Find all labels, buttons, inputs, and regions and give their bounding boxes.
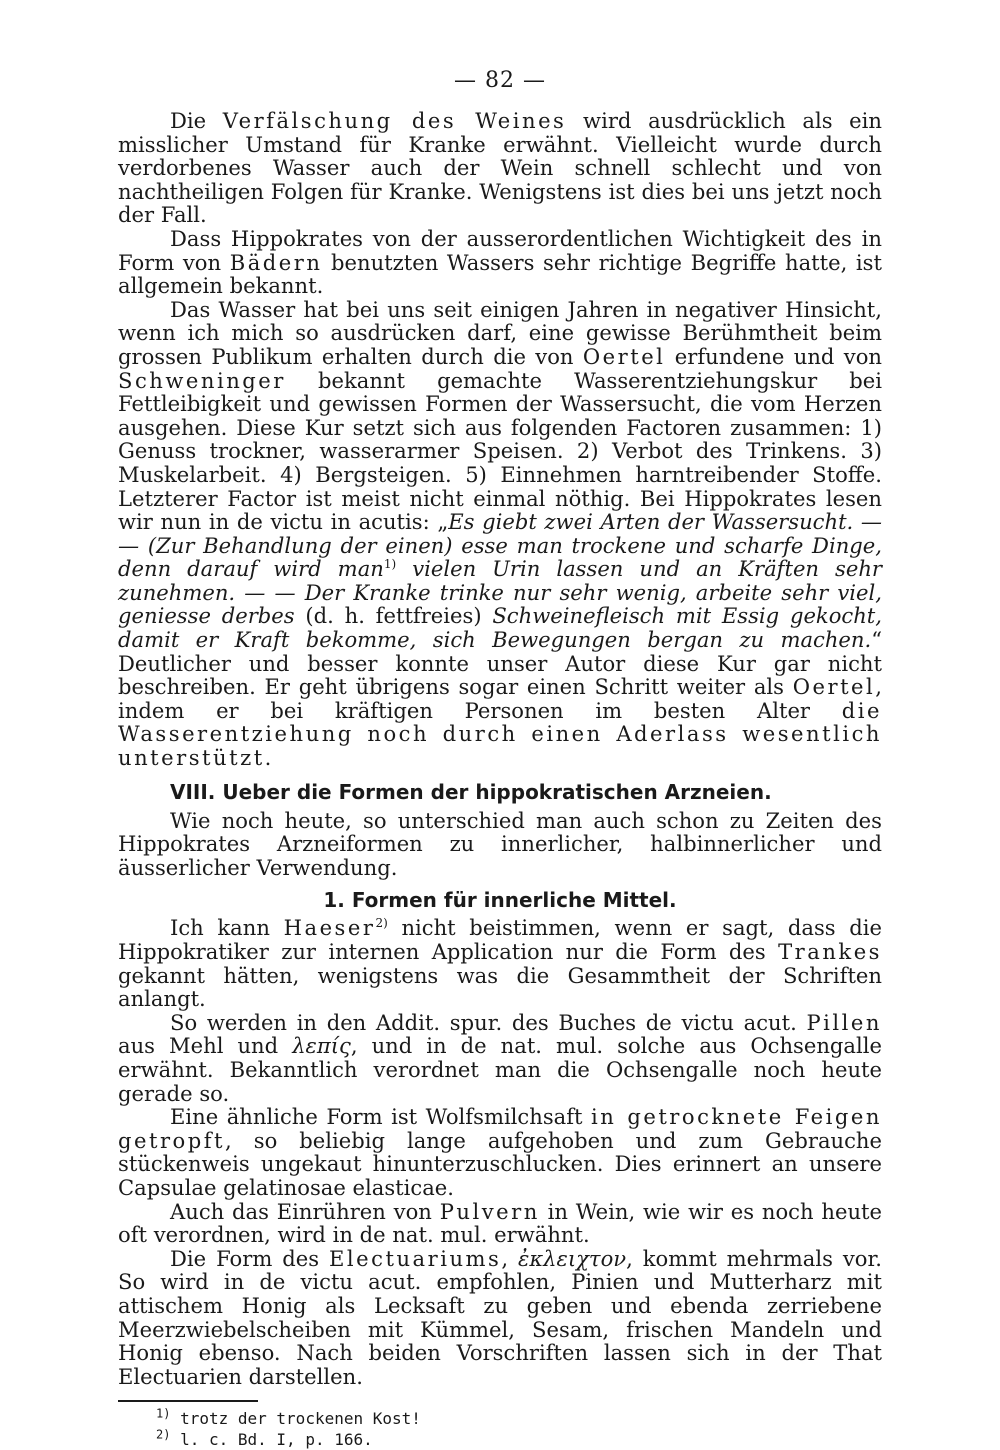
spaced-name: Oertel bbox=[582, 343, 666, 369]
footnote-text: l. c. Bd. I, p. 166. bbox=[170, 1430, 373, 1450]
spaced-term: Pulvern bbox=[439, 1198, 540, 1224]
paragraph-pills bbox=[118, 1011, 882, 1105]
spaced-term: Pillen bbox=[806, 1009, 882, 1035]
footnote-mark: 1) bbox=[156, 1406, 171, 1421]
spaced-term: Bädern bbox=[229, 249, 323, 275]
text-run: in Wein, wie wir es noch heute oft verordnen, wird in de nat. mul. erwähnt. bbox=[118, 1198, 883, 1248]
text-run: So werden in den Addit. spur. des Buches de victu acut. bbox=[170, 1009, 807, 1035]
spaced-term: in getrocknete Feigen getropft bbox=[118, 1104, 882, 1153]
section-heading: VIII. Ueber die Formen der hippokratischen Arzneien. bbox=[170, 779, 772, 804]
text-run: , bbox=[501, 1245, 519, 1271]
paragraph-electuaries bbox=[118, 1247, 882, 1389]
quotation-italic: Schweinefleisch mit Essig gekocht, damit er Kraft bekomme, sich Bewegungen bergan zu machen. bbox=[118, 603, 882, 653]
footnote-ref: 2) bbox=[375, 916, 388, 931]
text-run: Das Wasser hat bei uns seit einigen Jahren in negativer Hinsicht, wenn ich mich so ausdrücken darf, eine gewisse Berühmtheit beim grossen Publikum erhalten durch die von bbox=[118, 296, 882, 369]
text-run: Eine ähnliche Form ist Wolfsmilchsaft bbox=[170, 1104, 592, 1130]
text-run: , und in de nat. mul. solche aus Ochsengalle erwähnt. Bekanntlich verordnet man die Ochsengalle noch heute gerade so. bbox=[118, 1033, 882, 1106]
text-run: Die Form des bbox=[170, 1245, 330, 1271]
paragraph-powders bbox=[118, 1200, 882, 1247]
spaced-term: Verfälschung des Weines bbox=[222, 108, 567, 133]
text-run: “ Deutlicher und besser konnte unser Autor diese Kur gar nicht beschreiben. Er geht übrigens sogar einen Schritt weiter als bbox=[118, 627, 882, 700]
paragraph-drug-forms: Wie noch heute, so unterschied man auch schon zu Zeiten des Hippokrates Arzneiformen zu innerlicher, halbinnerlicher und äusserlicher Verwendung. bbox=[118, 807, 882, 880]
text-run: Ich kann bbox=[170, 915, 284, 941]
text-run: wird ausdrücklich als ein misslicher Umstand für Kranke erwähnt. Vielleicht wurde durch verdorbenes Wasser auch der Wein schnell schlecht und von nachtheiligen Folgen für Kranke. Wenigstens ist dies bei uns jetzt noch der Fall. bbox=[118, 108, 882, 228]
footnote-divider bbox=[118, 1400, 258, 1402]
spaced-term: Electuariums bbox=[329, 1245, 502, 1271]
text-run: aus Mehl und bbox=[118, 1033, 293, 1059]
text-run: Dass Hippokrates von der ausserordentlichen Wichtigkeit des in Form von bbox=[118, 225, 882, 275]
spaced-term: die Wasserentziehung noch durch einen Aderlass wesentlich unterstützt. bbox=[118, 697, 882, 771]
quotation-italic: vielen Urin lassen und an Kräften sehr zunehmen. — — Der Kranke trinke nur sehr wenig, arbeite sehr viel, geniesse derbes bbox=[118, 556, 882, 629]
greek-term: ἐκλειχτον bbox=[518, 1245, 627, 1271]
footnote-2 bbox=[156, 1429, 882, 1450]
text-run: bekannt gemachte Wasserentziehungskur bei Fettleibigkeit und gewissen Formen der Wassersucht, die vom Herzen ausgehen. Diese Kur setzt sich aus folgenden Factoren zusammen: 1) Genuss trockner, wasserarmer Speisen. 2) Verbot des Trinkens. 3) Muskelarbeit. 4) Bergsteigen. 5) Einnehmen harntreibender Stoffe. Letzterer Factor ist meist nicht einmal nöthig. Bei Hippokrates lesen wir nun in de victu in acutis: „ bbox=[118, 367, 882, 535]
text-run: benutzten Wassers sehr richtige Begriffe hatte, ist allgemein bekannt. bbox=[118, 249, 882, 299]
text-run: erfundene und von bbox=[665, 343, 883, 369]
footnote-text: trotz der trockenen Kost! bbox=[170, 1409, 421, 1429]
text-run: (d. h. fettfreies) bbox=[294, 603, 493, 629]
paragraph-baths bbox=[118, 227, 882, 298]
text-run: , so beliebig lange aufgehoben und zum Gebrauche stückenweis ungekaut hinunterzuschlucken. Dies erinnert an unsere Capsulae gelatinosae elasticae. bbox=[118, 1127, 882, 1200]
quotation-italic: Es giebt zwei Arten der Wassersucht. — — (Zur Behandlung der einen) esse man trockene und scharfe Dinge, denn darauf wird man bbox=[118, 509, 882, 582]
paragraph-wine-adulteration bbox=[118, 109, 882, 227]
text-run: Die bbox=[170, 108, 223, 133]
text-run: Auch das Einrühren von bbox=[170, 1198, 440, 1224]
paragraph-figs bbox=[118, 1105, 882, 1199]
text-run: gekannt hätten, wenigstens was die Gesammtheit der Schriften anlangt. bbox=[118, 962, 882, 1012]
greek-term: λεπίς bbox=[292, 1033, 351, 1059]
text-run: , indem er bei kräftigen Personen im besten Alter bbox=[118, 674, 882, 723]
spaced-name: Oertel bbox=[792, 674, 876, 700]
spaced-name: Schweninger bbox=[118, 367, 286, 393]
page-number: — 82 — bbox=[454, 68, 546, 93]
spaced-term: Trankes bbox=[778, 939, 882, 964]
sub-heading: 1. Formen für innerliche Mittel. bbox=[323, 888, 677, 913]
spaced-name: Haeser bbox=[283, 915, 376, 941]
footnote-mark: 2) bbox=[156, 1427, 171, 1442]
text-run: nicht beistimmen, wenn er sagt, dass die Hippokratiker zur internen Application nur die Form des bbox=[118, 915, 883, 964]
text-run: , kommt mehrmals vor. So wird in de victu acut. empfohlen, Pinien und Mutterharz mit attischem Honig als Lecksaft zu geben und ebenda zerriebene Meerzwiebelscheiben mit Kümmel, Sesam, frischen Mandeln und Honig ebenso. Nach beiden Vorschriften lassen sich in der That Electuarien darstellen. bbox=[118, 1245, 882, 1389]
paragraph-haeser bbox=[118, 916, 882, 1010]
footnote-ref: 1) bbox=[383, 557, 397, 572]
paragraph-water-cure bbox=[118, 298, 882, 770]
